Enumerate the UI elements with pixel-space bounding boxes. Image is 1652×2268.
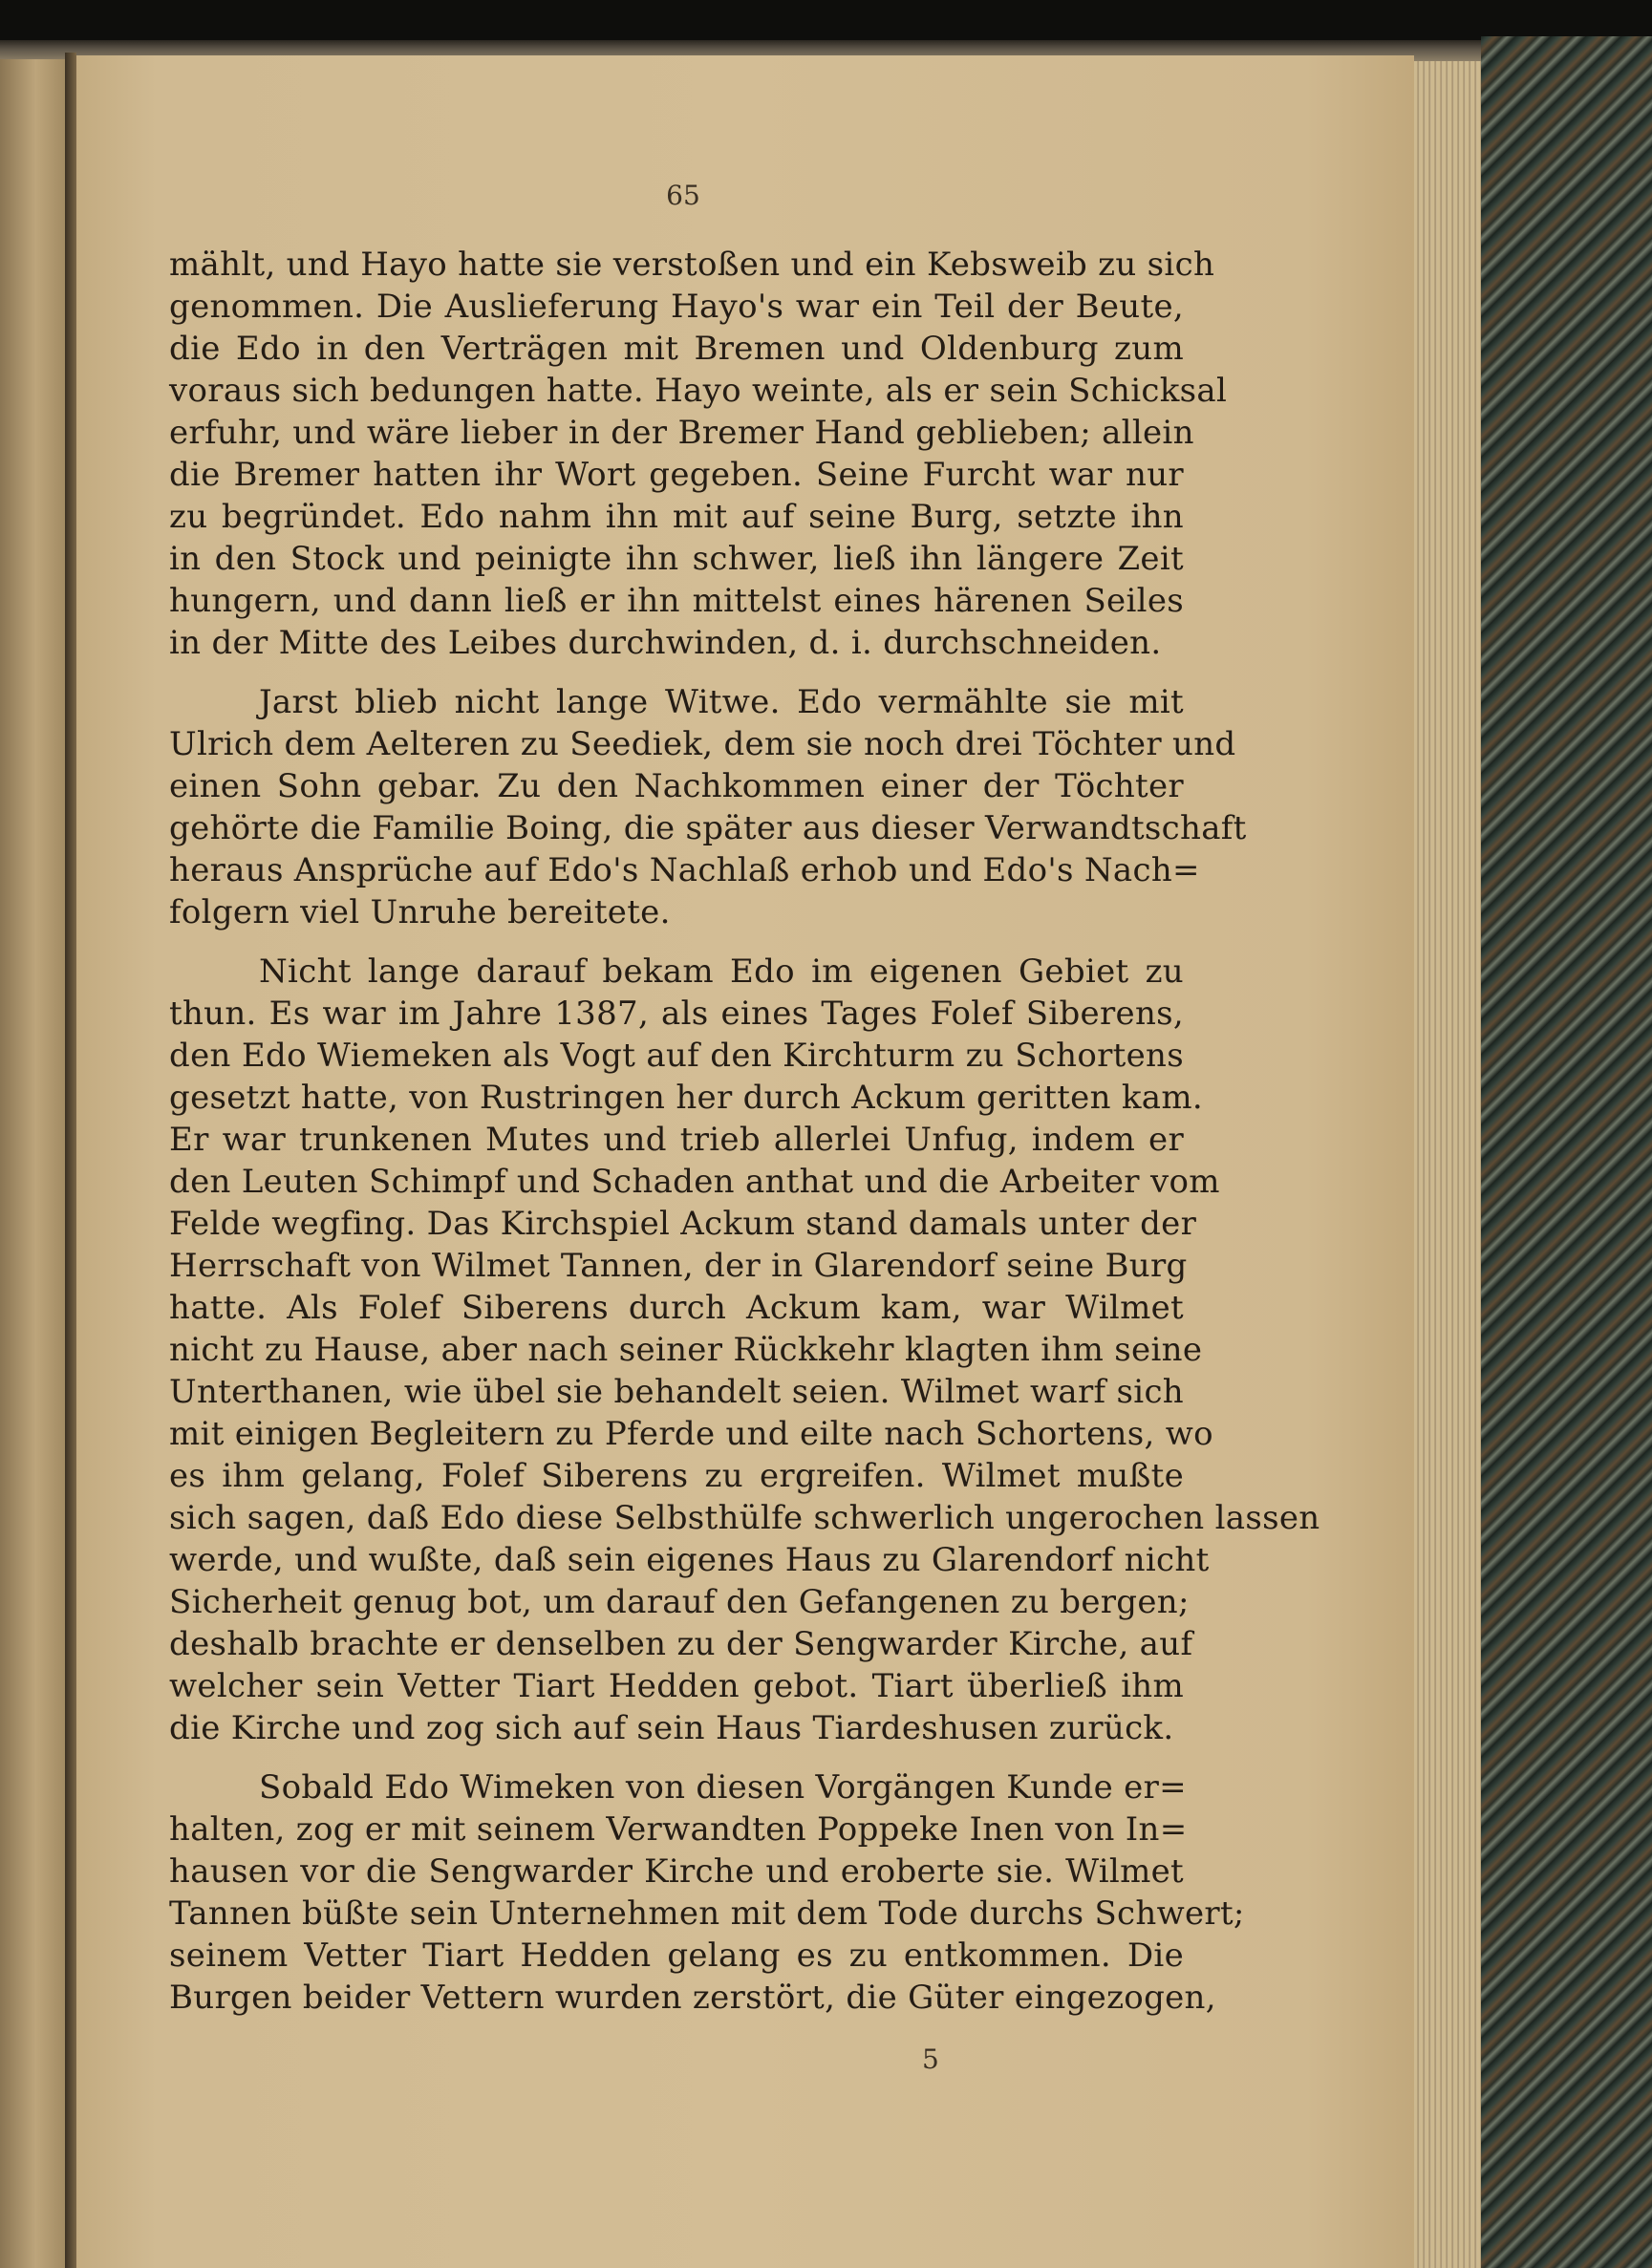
text-line: werde, und wußte, daß sein eigenes Haus zu Glarendorf nicht (169, 1541, 1210, 1579)
marbled-cover (1481, 36, 1652, 2268)
text-line: Felde wegfing. Das Kirchspiel Ackum stand damals unter der (169, 1205, 1197, 1243)
text-line: gesetzt hatte, von Rustringen her durch Ackum geritten kam. (169, 1079, 1204, 1117)
text-line: in der Mitte des Leibes durchwinden, d. i. durchschneiden. (169, 624, 1162, 662)
text-line: zu begründet. Edo nahm ihn mit auf seine Burg, setzte ihn (169, 498, 1184, 536)
text-line: thun. Es war im Jahre 1387, als eines Tages Folef Siberens, (169, 995, 1184, 1033)
text-line: die Edo in den Verträgen mit Bremen und Oldenburg zum (169, 330, 1184, 368)
text-line: erfuhr, und wäre lieber in der Bremer Hand geblieben; allein (169, 414, 1194, 452)
text-line: Herrschaft von Wilmet Tannen, der in Glarendorf seine Burg (169, 1247, 1188, 1285)
text-line: genommen. Die Auslieferung Hayo's war ein Teil der Beute, (169, 288, 1184, 326)
text-line: Tannen büßte sein Unternehmen mit dem Tode durchs Schwert; (169, 1894, 1245, 1933)
text-line: Burgen beider Vettern wurden zerstört, die Güter eingezogen, (169, 1979, 1216, 2017)
text-line: seinem Vetter Tiart Hedden gelang es zu entkommen. Die (169, 1936, 1184, 1975)
signature-mark: 5 (922, 2043, 939, 2075)
text-line: heraus Ansprüche auf Edo's Nachlaß erhob und Edo's Nach= (169, 851, 1200, 889)
text-line: voraus sich bedungen hatte. Hayo weinte, als er sein Schicksal (169, 372, 1228, 410)
text-line: in den Stock und peinigte ihn schwer, ließ ihn längere Zeit (169, 540, 1184, 578)
text-line: gehörte die Familie Boing, die später aus dieser Verwandtschaft (169, 809, 1247, 847)
text-line: die Bremer hatten ihr Wort gegeben. Seine Furcht war nur (169, 456, 1184, 494)
text-line: nicht zu Hause, aber nach seiner Rückkehr klagten ihm seine (169, 1331, 1203, 1369)
text-line: Unterthanen, wie übel sie behandelt seien. Wilmet warf sich (169, 1373, 1184, 1411)
text-line: Nicht lange darauf bekam Edo im eigenen Gebiet zu (259, 952, 1184, 991)
text-line: folgern viel Unruhe bereitete. (169, 893, 671, 931)
text-line: einen Sohn gebar. Zu den Nachkommen einer der Töchter (169, 767, 1184, 805)
left-page-edge (0, 59, 65, 2268)
text-line: hausen vor die Sengwarder Kirche und eroberte sie. Wilmet (169, 1852, 1184, 1891)
text-line: es ihm gelang, Folef Siberens zu ergreifen. Wilmet mußte (169, 1457, 1184, 1495)
text-line: welcher sein Vetter Tiart Hedden gebot. Tiart überließ ihm (169, 1667, 1184, 1705)
page-number: 65 (666, 180, 700, 211)
text-line: die Kirche und zog sich auf sein Haus Tiardeshusen zurück. (169, 1709, 1174, 1747)
text-line: halten, zog er mit seinem Verwandten Poppeke Inen von In= (169, 1810, 1188, 1849)
text-line: hatte. Als Folef Siberens durch Ackum kam, war Wilmet (169, 1289, 1184, 1327)
text-line: mählt, und Hayo hatte sie verstoßen und ein Kebsweib zu sich (169, 246, 1215, 284)
text-line: Sobald Edo Wimeken von diesen Vorgängen Kunde er= (259, 1768, 1187, 1807)
text-line: Sicherheit genug bot, um darauf den Gefangenen zu bergen; (169, 1583, 1190, 1621)
text-line: Jarst blieb nicht lange Witwe. Edo vermählte sie mit (259, 683, 1184, 721)
text-line: den Leuten Schimpf und Schaden anthat und die Arbeiter vom (169, 1163, 1220, 1201)
body-text (169, 244, 1320, 2019)
text-line: mit einigen Begleitern zu Pferde und eilte nach Schortens, wo (169, 1415, 1213, 1453)
text-line: Er war trunkenen Mutes und trieb allerlei Unfug, indem er (169, 1121, 1184, 1159)
text-line: hungern, und dann ließ er ihn mittelst eines härenen Seiles (169, 582, 1184, 620)
page-fore-edge (1414, 61, 1481, 2268)
text-line: den Edo Wiemeken als Vogt auf den Kirchturm zu Schortens (169, 1037, 1184, 1075)
text-line: Ulrich dem Aelteren zu Seediek, dem sie noch drei Töchter und (169, 725, 1236, 763)
text-line: sich sagen, daß Edo diese Selbsthülfe schwerlich ungerochen lassen (169, 1499, 1320, 1537)
book-gutter (65, 53, 76, 2268)
text-line: deshalb brachte er denselben zu der Sengwarder Kirche, auf (169, 1625, 1193, 1663)
